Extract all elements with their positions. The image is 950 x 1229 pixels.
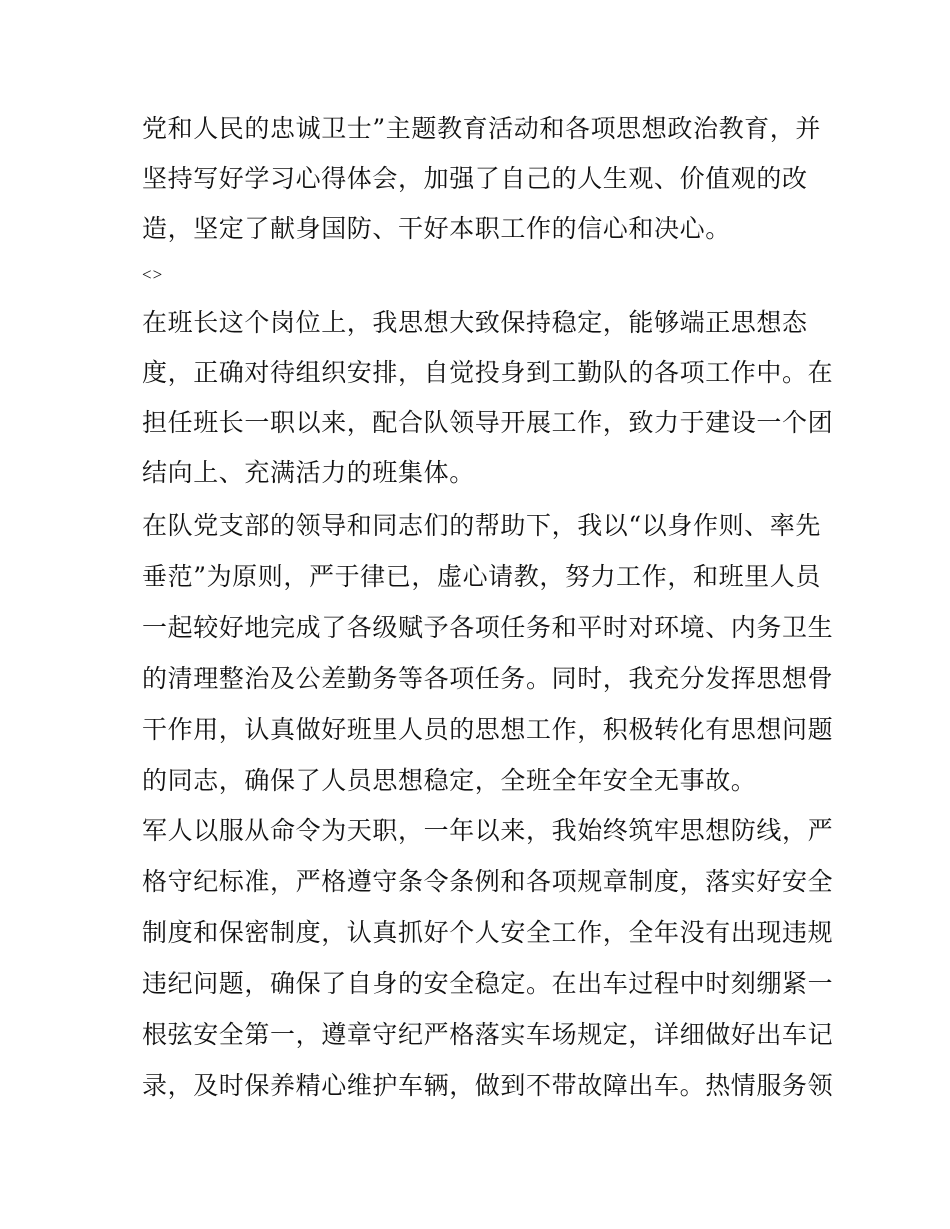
- text-line: 坚持写好学习心得体会，加强了自己的人生观、价值观的改: [142, 164, 808, 193]
- placeholder-marker: <>: [142, 265, 164, 284]
- text-line: 在队党支部的领导和同志们的帮助下，我以“以身作则、率先: [142, 511, 821, 540]
- text-line: 在班长这个岗位上，我思想大致保持稳定，能够端正思想态: [142, 308, 808, 337]
- text-line: 一起较好地完成了各级赋予各项任务和平时对环境、内务卫生: [142, 613, 834, 642]
- text-line: 录，及时保养精心维护车辆，做到不带故障出车。热情服务领: [142, 1071, 834, 1100]
- text-line: 军人以服从命令为天职，一年以来，我始终筑牢思想防线，严: [142, 816, 834, 845]
- text-line: 的清理整治及公差勤务等各项任务。同时，我充分发挥思想骨: [142, 664, 834, 693]
- text-line: 造，坚定了献身国防、干好本职工作的信心和决心。: [142, 214, 731, 243]
- text-line: 度，正确对待组织安排，自觉投身到工勤队的各项工作中。在: [142, 358, 834, 387]
- text-line: 格守纪标准，严格遵守条令条例和各项规章制度，落实好安全: [142, 867, 834, 896]
- text-line: 垂范”为原则，严于律已，虚心请教，努力工作，和班里人员: [142, 562, 821, 591]
- text-line: 担任班长一职以来，配合队领导开展工作，致力于建设一个团: [142, 408, 834, 437]
- text-line: 干作用，认真做好班里人员的思想工作，积极转化有思想问题: [142, 715, 834, 744]
- text-line: 根弦安全第一，遵章守纪严格落实车场规定，详细做好出车记: [142, 1020, 834, 1049]
- text-line: 的同志，确保了人员思想稳定，全班全年安全无事故。: [142, 766, 757, 795]
- text-line: 违纪问题，确保了自身的安全稳定。在出车过程中时刻绷紧一: [142, 969, 834, 998]
- text-line: 党和人民的忠诚卫士”主题教育活动和各项思想政治教育，并: [142, 114, 821, 143]
- text-line: 制度和保密制度，认真抓好个人安全工作，全年没有出现违规: [142, 918, 834, 947]
- text-line: 结向上、充满活力的班集体。: [142, 458, 475, 487]
